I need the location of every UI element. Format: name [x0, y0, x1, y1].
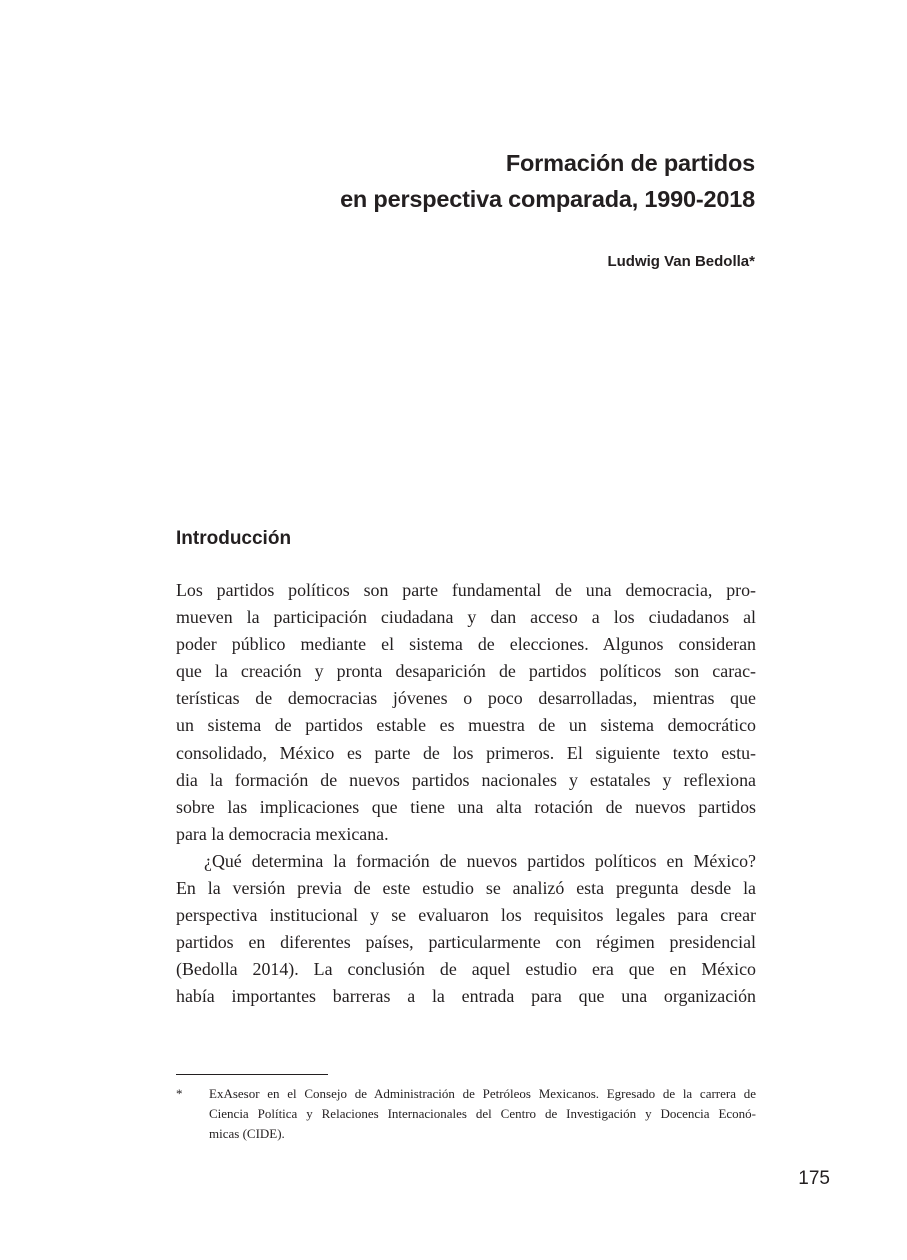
body-line: sobre las implicaciones que tiene una alta rotación de nuevos partidos: [176, 796, 756, 817]
body-line: un sistema de partidos estable es muestra de un sistema democrático: [176, 715, 756, 736]
body-text: [176, 577, 756, 1011]
footnote-divider: [176, 1074, 328, 1075]
body-line: había importantes barreras a la entrada para que una organización: [176, 986, 756, 1007]
footnote-line: micas (CIDE).: [209, 1126, 285, 1141]
body-line: mueven la participación ciudadana y dan acceso a los ciudadanos al: [176, 607, 756, 628]
body-line: que la creación y pronta desaparición de partidos políticos son carac-: [176, 661, 756, 682]
body-line: partidos en diferentes países, particularmente con régimen presidencial: [176, 932, 756, 953]
footnote-text: [209, 1084, 756, 1144]
body-line: En la versión previa de este estudio se analizó esta pregunta desde la: [176, 878, 756, 899]
footnote-line: Ciencia Política y Relaciones Internacionales del Centro de Investigación y Docencia Econó-: [209, 1106, 756, 1121]
chapter-title-line-1: Formación de partidos: [505, 150, 755, 176]
body-line: terísticas de democracias jóvenes o poco desarrolladas, mientras que: [176, 688, 756, 709]
body-line: poder público mediante el sistema de elecciones. Algunos consideran: [176, 634, 756, 655]
body-line: Los partidos políticos son parte fundamental de una democracia, pro-: [176, 580, 756, 600]
chapter-title: [340, 145, 755, 217]
author-name: Ludwig Van Bedolla*: [607, 253, 755, 270]
body-line: perspectiva institucional y se evaluaron los requisitos legales para crear: [176, 905, 756, 926]
footnote: [176, 1084, 756, 1144]
body-line: ¿Qué determina la formación de nuevos partidos políticos en México?: [204, 850, 756, 871]
chapter-title-line-2: en perspectiva comparada, 1990-2018: [340, 186, 755, 212]
section-heading: Introducción: [176, 528, 292, 549]
body-line: para la democracia mexicana.: [176, 823, 389, 844]
page-number: 175: [798, 1168, 830, 1189]
body-line: dia la formación de nuevos partidos nacionales y estatales y reflexiona: [176, 769, 756, 790]
footnote-mark: *: [176, 1086, 183, 1101]
body-line: (Bedolla 2014). La conclusión de aquel estudio era que en México: [176, 959, 756, 980]
footnote-line: ExAsesor en el Consejo de Administración de Petróleos Mexicanos. Egresado de la carrera de: [209, 1086, 756, 1101]
body-line: consolidado, México es parte de los primeros. El siguiente texto estu-: [176, 742, 756, 763]
